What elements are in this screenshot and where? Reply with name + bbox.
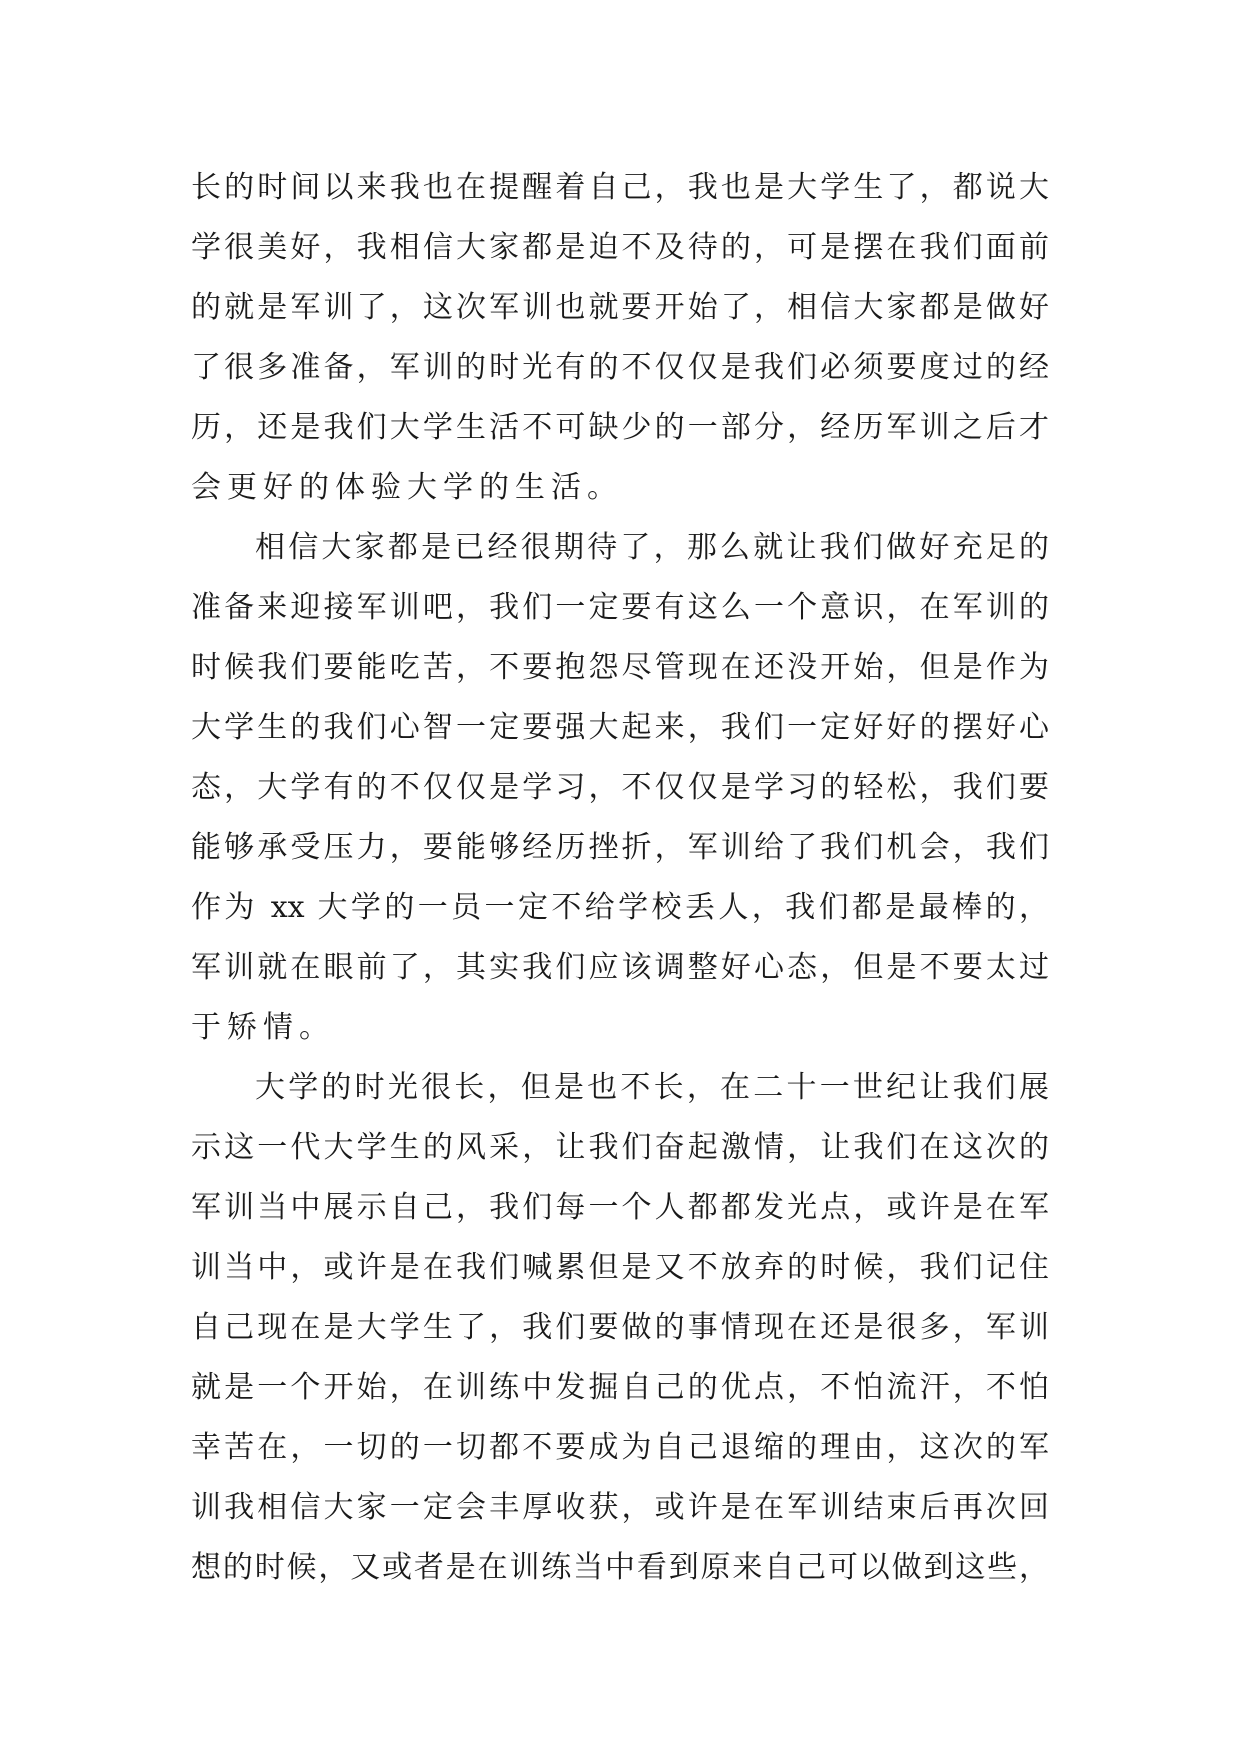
text-line: 就是一个开始，在训练中发掘自己的优点，不怕流汗，不怕 — [191, 1370, 1049, 1405]
text-line: 幸苦在，一切的一切都不要成为自己退缩的理由，这次的军 — [191, 1430, 1049, 1465]
text-line: 时候我们要能吃苦，不要抱怨尽管现在还没开始，但是作为 — [191, 650, 1049, 685]
text-line: 大学生的我们心智一定要强大起来，我们一定好好的摆好心 — [191, 710, 1049, 745]
text-line: 训当中，或许是在我们喊累但是又不放弃的时候，我们记住 — [191, 1250, 1049, 1285]
text-line: 自己现在是大学生了，我们要做的事情现在还是很多，军训 — [191, 1310, 1049, 1345]
text-line: 长的时间以来我也在提醒着自己，我也是大学生了，都说大 — [191, 170, 1049, 205]
text-line: 了很多准备，军训的时光有的不仅仅是我们必须要度过的经 — [191, 350, 1049, 385]
text-line: 作为 xx 大学的一员一定不给学校丢人，我们都是最棒的， — [191, 890, 1049, 925]
text-line: 于矫情。 — [191, 1010, 335, 1045]
text-line: 态，大学有的不仅仅是学习，不仅仅是学习的轻松，我们要 — [191, 770, 1049, 805]
text-line: 军训就在眼前了，其实我们应该调整好心态，但是不要太过 — [191, 950, 1049, 985]
text-line: 想的时候，又或者是在训练当中看到原来自己可以做到这些， — [191, 1550, 1049, 1585]
text-line: 准备来迎接军训吧，我们一定要有这么一个意识，在军训的 — [191, 590, 1049, 625]
text-line: 历，还是我们大学生活不可缺少的一部分，经历军训之后才 — [191, 410, 1049, 445]
paragraph-first-line: 相信大家都是已经很期待了，那么就让我们做好充足的 — [255, 530, 1049, 565]
text-line: 军训当中展示自己，我们每一个人都都发光点，或许是在军 — [191, 1190, 1049, 1225]
paragraph-first-line: 大学的时光很长，但是也不长，在二十一世纪让我们展 — [255, 1070, 1049, 1105]
text-line: 的就是军训了，这次军训也就要开始了，相信大家都是做好 — [191, 290, 1049, 325]
text-line: 会更好的体验大学的生活。 — [191, 470, 623, 505]
text-line: 能够承受压力，要能够经历挫折，军训给了我们机会，我们 — [191, 830, 1049, 865]
text-line: 示这一代大学生的风采，让我们奋起激情，让我们在这次的 — [191, 1130, 1049, 1165]
text-line: 学很美好，我相信大家都是迫不及待的，可是摆在我们面前 — [191, 230, 1049, 265]
text-line: 训我相信大家一定会丰厚收获，或许是在军训结束后再次回 — [191, 1490, 1049, 1525]
